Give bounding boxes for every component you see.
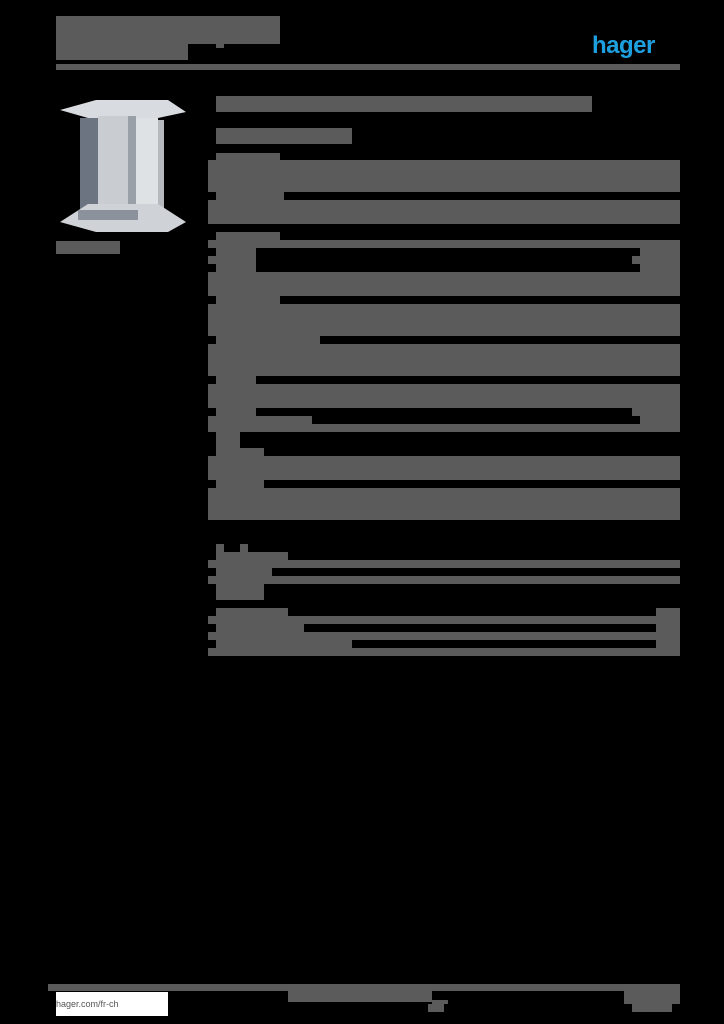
product-subtitle [216, 128, 352, 144]
header-rule [56, 64, 680, 70]
product-title [216, 96, 592, 112]
footer-url[interactable]: hager.com/fr-ch [56, 992, 168, 1016]
product-image [58, 98, 188, 238]
product-caption [56, 241, 120, 254]
hager-logo: hager [592, 32, 655, 59]
